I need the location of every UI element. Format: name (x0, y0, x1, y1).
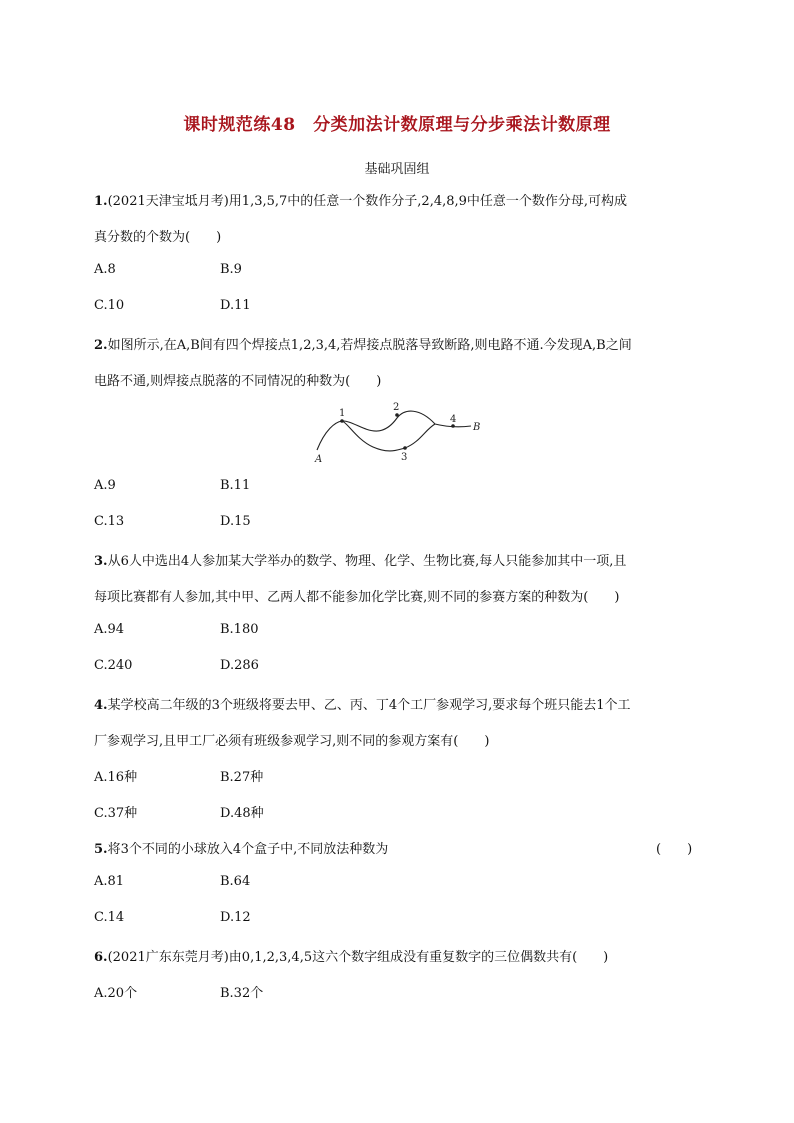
question-text: (2021天津宝坻月考)用1,3,5,7中的任意一个数作分子,2,4,8,9中任意一个数作分母,可构成 (107, 194, 628, 209)
option-d: D.15 (220, 514, 251, 529)
option-d: D.12 (220, 910, 251, 925)
option-c: C.13 (94, 514, 125, 529)
label-3: 3 (401, 452, 408, 463)
question-4-line-2: 厂参观学习,且甲工厂必须有班级参观学习,则不同的参观方案有( ) (94, 734, 490, 749)
question-2-line-1 (94, 334, 632, 353)
option-b: B.64 (220, 874, 251, 889)
option-c: C.37种 (94, 806, 138, 821)
question-number: 4. (94, 698, 108, 713)
wire-a-to-1 (317, 421, 342, 450)
wire-upper-branch (342, 411, 435, 431)
question-text: 将3个不同的小球放入4个盒子中,不同放法种数为 (107, 842, 389, 857)
option-c: C.14 (94, 910, 125, 925)
junction-2 (395, 413, 399, 417)
option-a: A.81 (94, 874, 125, 889)
label-1: 1 (339, 408, 346, 419)
wire-lower-branch (342, 421, 435, 451)
answer-bracket: ( ) (656, 842, 693, 857)
option-b: B.32个 (220, 986, 264, 1001)
question-number: 2. (94, 338, 108, 353)
section-heading: 基础巩固组 (364, 162, 430, 177)
question-3-line-1 (94, 550, 626, 569)
question-text: 从6人中选出4人参加某大学举办的数学、物理、化学、生物比赛,每人只能参加其中一项,且 (107, 554, 627, 569)
option-c: C.10 (94, 298, 125, 313)
question-5-line-1 (94, 838, 388, 857)
question-1-line-1 (94, 190, 627, 209)
option-a: A.8 (94, 262, 116, 277)
option-b: B.11 (220, 478, 251, 493)
option-a: A.20个 (94, 986, 138, 1001)
question-3-line-2: 每项比赛都有人参加,其中甲、乙两人都不能参加化学比赛,则不同的参赛方案的种数为( ) (94, 590, 620, 605)
question-number: 3. (94, 554, 108, 569)
option-d: D.11 (220, 298, 251, 313)
question-text: (2021广东东莞月考)由0,1,2,3,4,5这六个数字组成没有重复数字的三位偶数共有( ) (107, 950, 609, 965)
question-number: 1. (94, 194, 108, 209)
option-d: D.286 (220, 658, 259, 673)
question-6-line-1 (94, 946, 608, 965)
option-b: B.27种 (220, 770, 264, 785)
option-b: B.9 (220, 262, 242, 277)
option-d: D.48种 (220, 806, 264, 821)
page-title: 课时规范练48 分类加法计数原理与分步乘法计数原理 (183, 115, 611, 135)
junction-3 (403, 446, 407, 450)
label-4: 4 (450, 414, 457, 425)
question-text: 某学校高二年级的3个班级将要去甲、乙、丙、丁4个工厂参观学习,要求每个班只能去1个工 (107, 698, 631, 713)
option-a: A.9 (94, 478, 116, 493)
question-number: 6. (94, 950, 108, 965)
label-b: B (473, 422, 481, 433)
option-a: A.16种 (94, 770, 138, 785)
label-a: A (315, 454, 323, 464)
option-c: C.240 (94, 658, 133, 673)
question-4-line-1 (94, 694, 631, 713)
option-a: A.94 (94, 622, 125, 637)
label-2: 2 (393, 402, 400, 413)
junction-1 (340, 419, 344, 423)
question-1-line-2: 真分数的个数为( ) (94, 230, 222, 245)
option-b: B.180 (220, 622, 259, 637)
question-number: 5. (94, 842, 108, 857)
question-text: 如图所示,在A,B间有四个焊接点1,2,3,4,若焊接点脱落导致断路,则电路不通.今发现A,B之间 (107, 338, 632, 353)
question-2-line-2: 电路不通,则焊接点脱落的不同情况的种数为( ) (94, 374, 382, 389)
circuit-diagram (305, 398, 495, 464)
